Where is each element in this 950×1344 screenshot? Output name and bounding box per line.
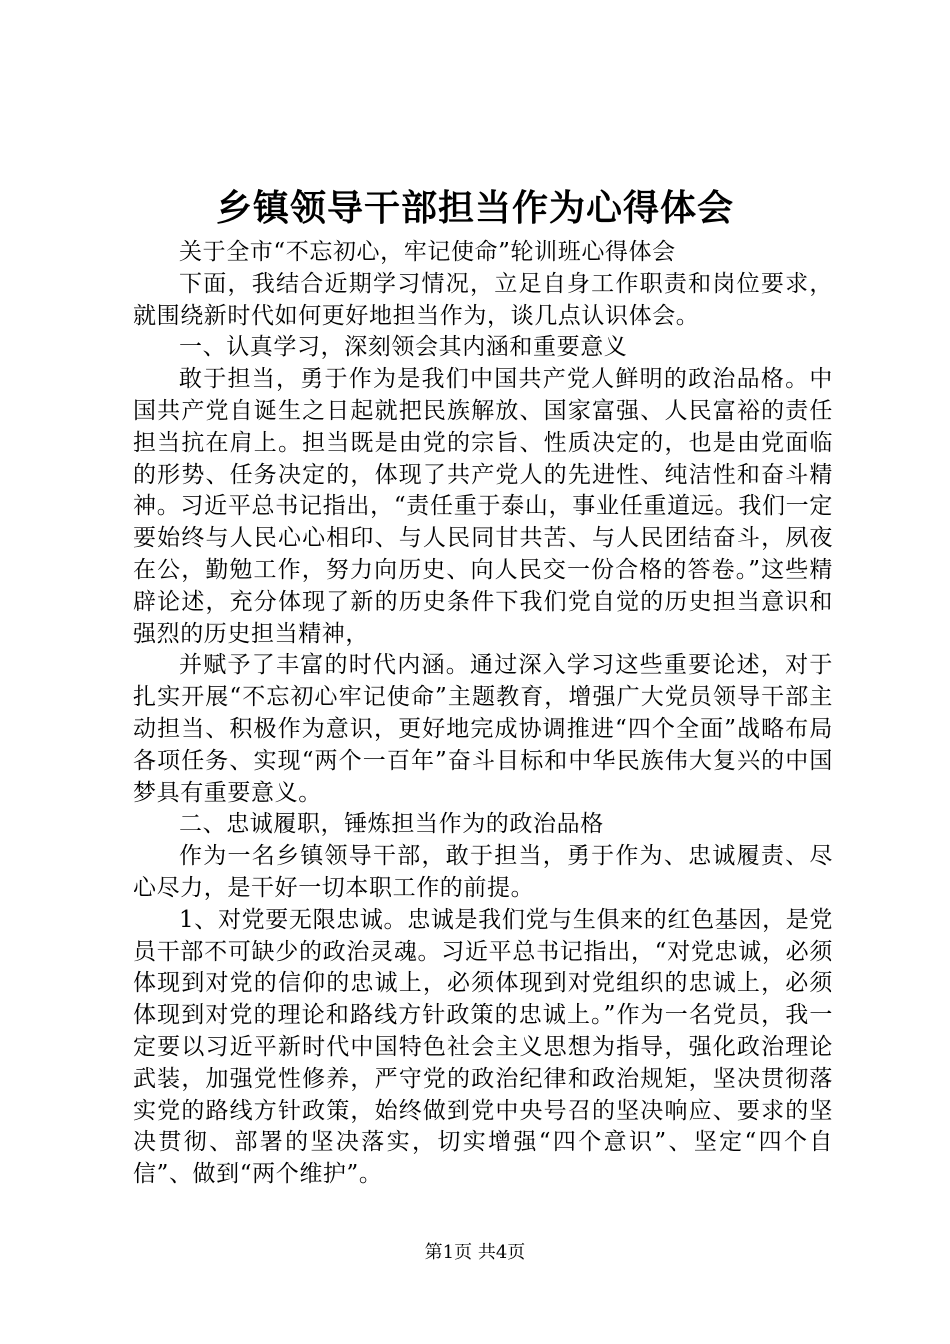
paragraph-6: 1、对党要无限忠诚。忠诚是我们党与生俱来的红色基因，是党员干部不可缺少的政治灵魂。习近平总书记指出，“对党忠诚，必须体现到对党的信仰的忠诚上，必须体现到对党组织的忠诚上，必须体现到对党的理论和路线方针政策的忠诚上。”作为一名党员，我一定要以习近平新时代中国特色社会主义思想为指导，强化政治理论武装，加强党性修养，严守党的政治纪律和政治规矩，坚决贯彻落实党的路线方针政策，始终做到党中央号召的坚决响应、要求的坚决贯彻、部署的坚决落实，切实增强“四个意识”、坚定“四个自信”、做到“两个维护”。 [133,906,833,1188]
document-title: 乡镇领导干部担当作为心得体会 [215,187,734,229]
page-footer: 第1页 共4页 [424,1242,526,1263]
section-heading-2: 二、忠诚履职，锤炼担当作为的政治品格 [179,811,604,838]
paragraph-5: 作为一名乡镇领导干部，敢于担当，勇于作为、忠诚履责、尽心尽力，是干好一切本职工作的前提。 [133,843,833,901]
document-body [133,237,833,1191]
paragraph-3: 敢于担当，勇于作为是我们中国共产党人鲜明的政治品格。中国共产党自诞生之日起就把民族解放、国家富强、人民富裕的责任担当抗在肩上。担当既是由党的宗旨、性质决定的，也是由党面临的形势、任务决定的，体现了共产党人的先进性、纯洁性和奋斗精神。习近平总书记指出，“责任重于泰山，事业任重道远。我们一定要始终与人民心心相印、与人民同甘共苦、与人民团结奋斗，夙夜在公，勤勉工作，努力向历史、向人民交一份合格的答卷。”这些精辟论述，充分体现了新的历史条件下我们党自觉的历史担当意识和强烈的历史担当精神， [133,366,833,647]
paragraph-1: 关于全市“不忘初心，牢记使命”轮训班心得体会 [179,239,676,265]
paragraph-2: 下面，我结合近期学习情况，立足自身工作职责和岗位要求，就围绕新时代如何更好地担当作为，谈几点认识体会。 [133,270,833,329]
section-heading-1: 一、认真学习，深刻领会其内涵和重要意义 [179,334,628,361]
paragraph-4: 并赋予了丰富的时代内涵。通过深入学习这些重要论述，对于扎实开展“不忘初心牢记使命”主题教育，增强广大党员领导干部主动担当、积极作为意识，更好地完成协调推进“四个全面”战略布局各项任务、实现“两个一百年”奋斗目标和中华民族伟大复兴的中国梦具有重要意义。 [133,652,833,806]
